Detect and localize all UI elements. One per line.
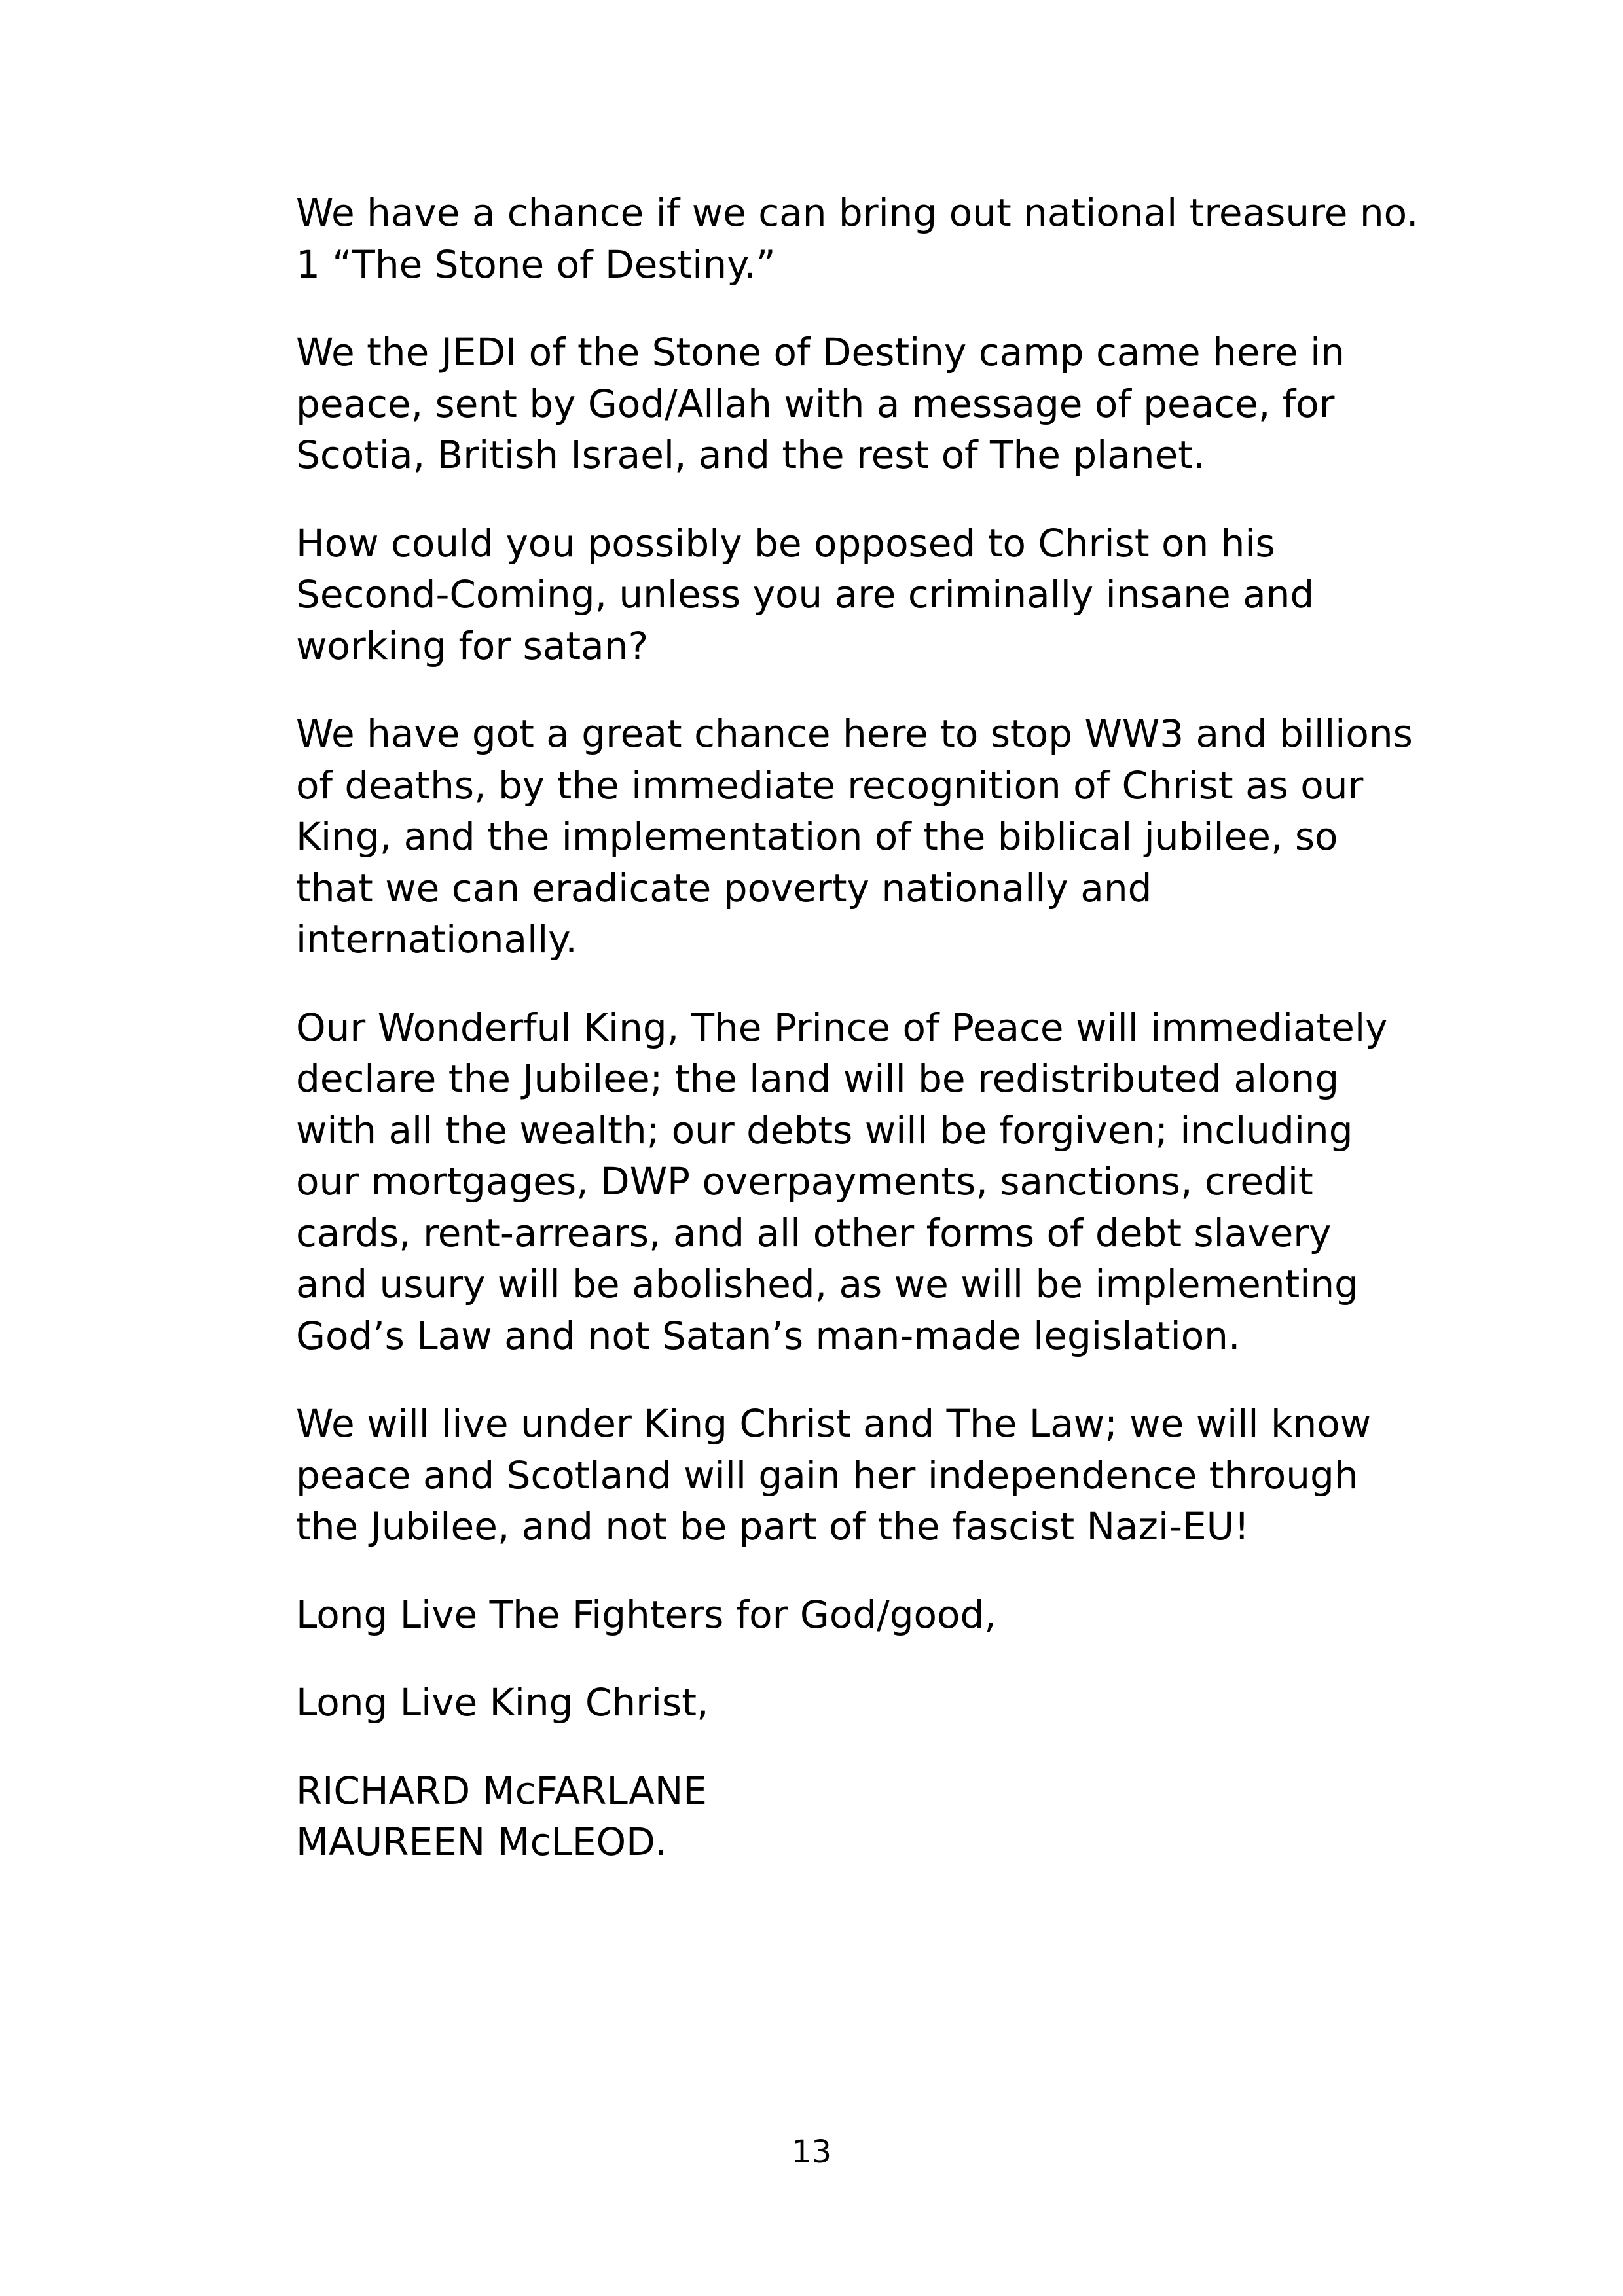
closing-line-king: Long Live King Christ, <box>296 1680 709 1725</box>
paragraph-independence: We will live under King Christ and The Law; we will know peace and Scotland will gain her independence through the Jubilee, and not be part of the fascist Nazi-EU! <box>296 1401 1372 1549</box>
body-text <box>296 187 1448 1868</box>
paragraph-jubilee: Our Wonderful King, The Prince of Peace will immediately declare the Jubilee; the land will be redistributed along with all the wealth; our debts will be forgiven; including our mortgages, DWP overpayments, sanctions, credit cards, rent-arrears, and all other forms of debt slavery and usury will be abolished, as we will be implementing God’s Law and not Satan’s man-made legislation. <box>296 1005 1388 1358</box>
paragraph-stone-of-destiny: We have a chance if we can bring out national treasure no. 1 “The Stone of Destiny.” <box>296 190 1419 287</box>
closing-line-fighters: Long Live The Fighters for God/good, <box>296 1592 996 1637</box>
paragraph-jedi-camp: We the JEDI of the Stone of Destiny camp came here in peace, sent by God/Allah with a message of peace, for Scotia, British Israel, and the rest of The planet. <box>296 330 1345 477</box>
signature-block <box>296 1765 1448 1868</box>
page-number: 13 <box>791 2134 832 2170</box>
signatory-name: MAUREEN McLEOD. <box>296 1820 668 1864</box>
paragraph-stop-ww3: We have got a great chance here to stop WW3 and billions of deaths, by the immediate recognition of Christ as our King, and the implementation of the biblical jubilee, so that we can eradicate poverty nationally and internationally. <box>296 711 1413 961</box>
paragraph-second-coming: How could you possibly be opposed to Christ on his Second-Coming, unless you are criminally insane and working for satan? <box>296 520 1315 668</box>
signatory-name: RICHARD McFARLANE <box>296 1768 707 1813</box>
